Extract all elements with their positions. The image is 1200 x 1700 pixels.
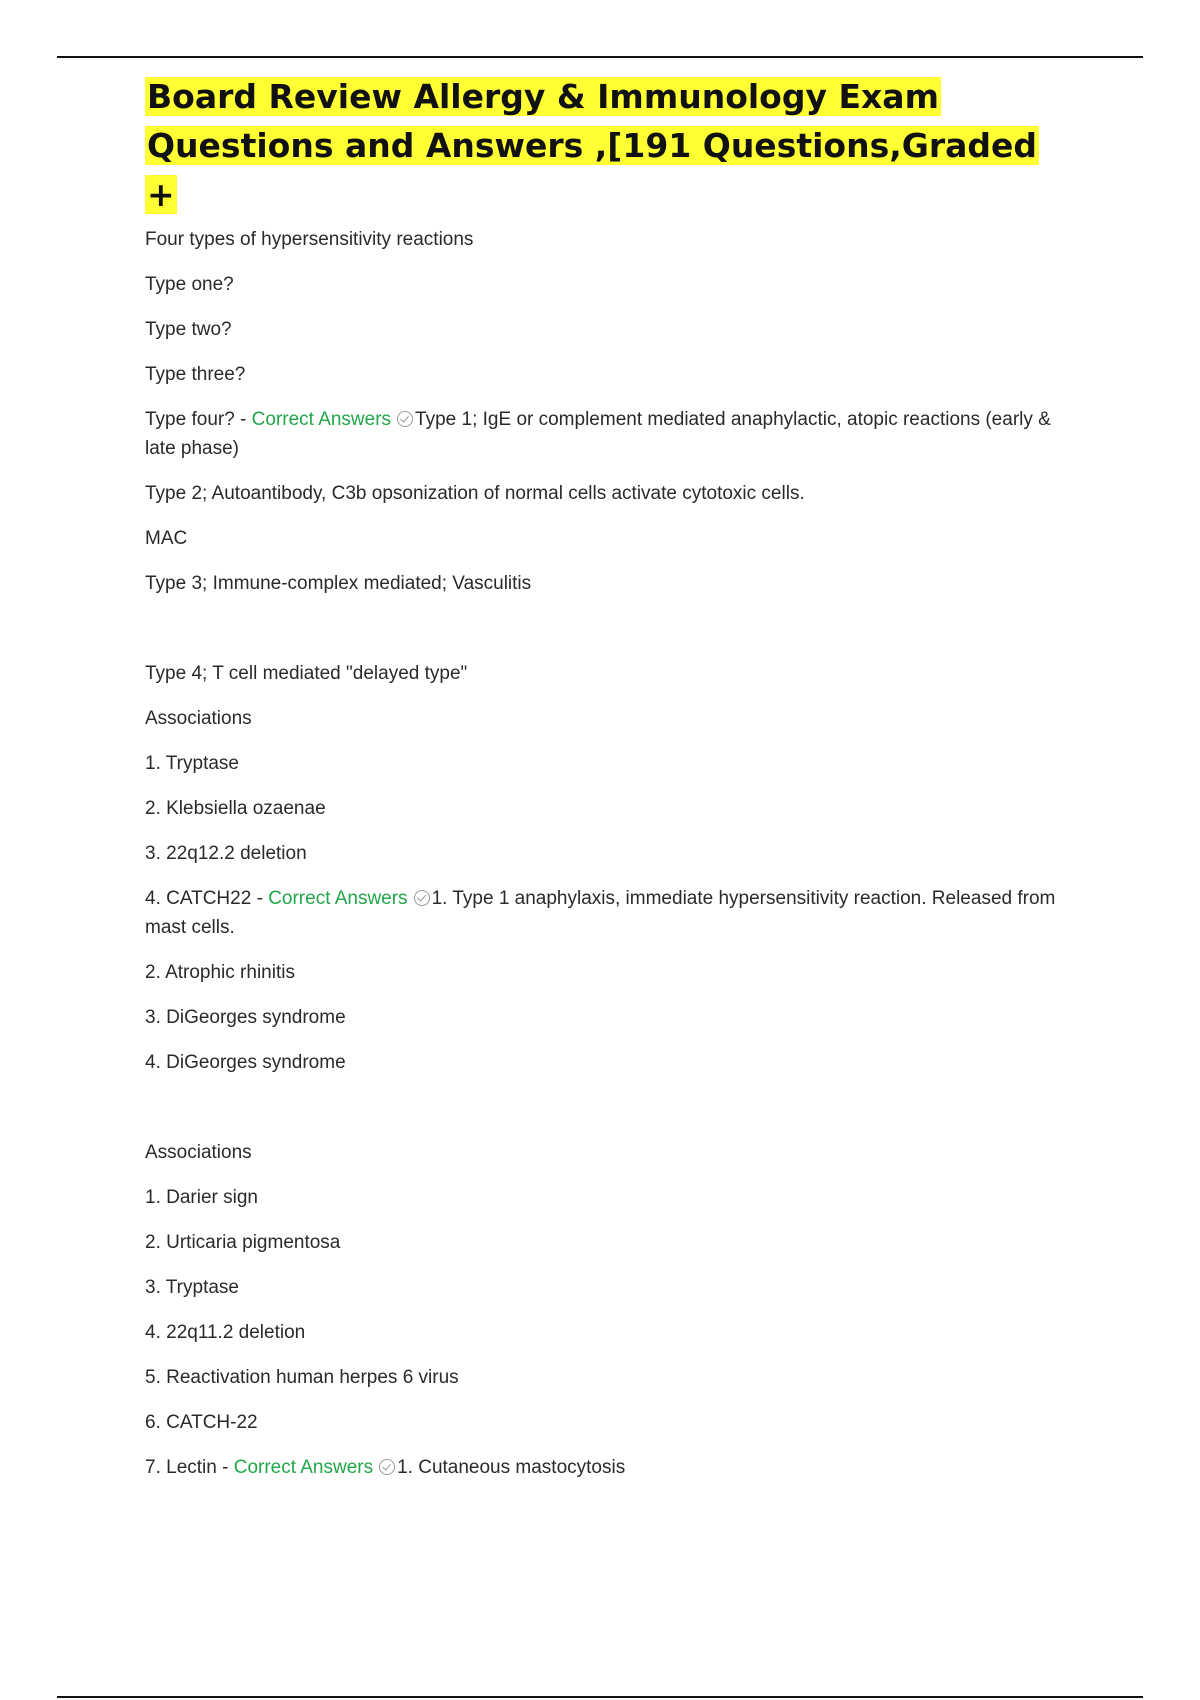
answer-text: 2. Atrophic rhinitis	[145, 962, 295, 983]
question-text: 3. 22q12.2 deletion	[145, 843, 307, 864]
answer-text: 3. DiGeorges syndrome	[145, 1007, 346, 1028]
check-circle-icon	[397, 411, 413, 427]
answer-text: Type 4; T cell mediated "delayed type"	[145, 663, 468, 684]
question-answer-line	[145, 1453, 1075, 1482]
answer-text: Type 3; Immune-complex mediated; Vasculitis	[145, 573, 532, 594]
question-text: 1. Tryptase	[145, 753, 239, 774]
question-text: 4. 22q11.2 deletion	[145, 1322, 306, 1343]
question-text: 6. CATCH-22	[145, 1412, 258, 1433]
answer-text: 1. Type 1 anaphylaxis, immediate hypersensitivity reaction. Released from mast cells.	[145, 888, 1056, 938]
correct-answers-label: Correct Answers	[268, 888, 408, 909]
question-text: 5. Reactivation human herpes 6 virus	[145, 1367, 459, 1388]
answer-text: 4. DiGeorges syndrome	[145, 1052, 346, 1073]
document-title	[145, 72, 1075, 219]
check-circle-icon	[414, 890, 430, 906]
question-text: 1. Darier sign	[145, 1187, 258, 1208]
question-text: 4. CATCH22 -	[145, 888, 269, 909]
answer-text: Type 1; IgE or complement mediated anaphylactic, atopic reactions (early & late phase)	[145, 409, 1051, 459]
answer-text: MAC	[145, 528, 188, 549]
title-highlight: Board Review Allergy & Immunology Exam Questions and Answers ,[191 Questions,Graded +	[147, 77, 1038, 214]
question-text: Type two?	[145, 319, 232, 340]
spacer	[145, 614, 1075, 659]
question-text: Associations	[145, 1142, 252, 1163]
question-text: 7. Lectin -	[145, 1457, 234, 1478]
bottom-rule	[57, 1696, 1143, 1698]
question-text: 2. Klebsiella ozaenae	[145, 798, 326, 819]
question-text: Type one?	[145, 274, 234, 295]
question-text: Type four? -	[145, 409, 252, 430]
question-text: Type three?	[145, 364, 246, 385]
question-text: Four types of hypersensitivity reactions	[145, 229, 474, 250]
question-answer-line	[145, 405, 1075, 463]
correct-answers-label: Correct Answers	[251, 409, 392, 430]
answer-text: 1. Cutaneous mastocytosis	[397, 1457, 626, 1478]
top-rule	[57, 56, 1143, 58]
question-text: Associations	[145, 708, 252, 729]
question-answer-line	[145, 884, 1075, 942]
answer-text: Type 2; Autoantibody, C3b opsonization of normal cells activate cytotoxic cells.	[145, 483, 805, 504]
correct-answers-label: Correct Answers	[233, 1457, 374, 1478]
question-text: 3. Tryptase	[145, 1277, 239, 1298]
spacer	[145, 1093, 1075, 1138]
document-body	[145, 72, 1075, 1498]
check-circle-icon	[379, 1459, 395, 1475]
question-text: 2. Urticaria pigmentosa	[145, 1232, 341, 1253]
